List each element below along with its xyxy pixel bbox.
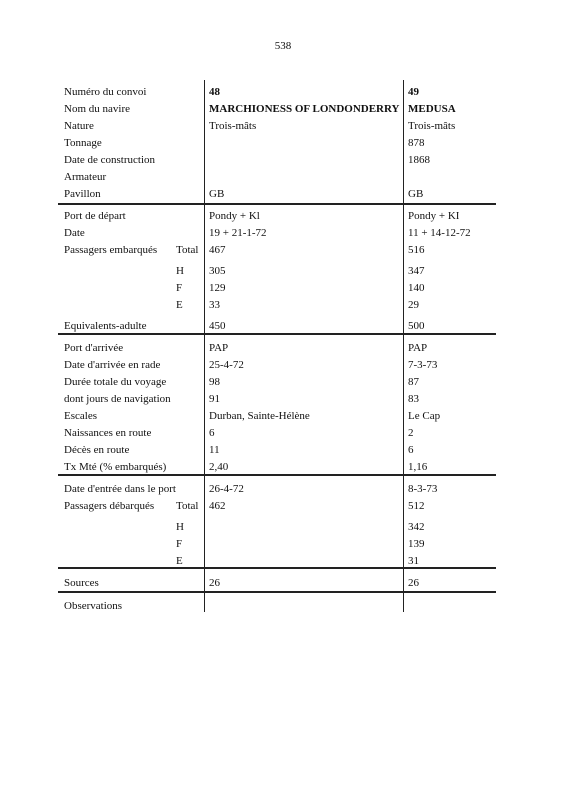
convoy-48-value: 26 [209,577,220,589]
convoy-49-value: 49 [408,86,419,98]
row-sublabel: F [176,282,183,294]
convoy-49-value: 8-3-73 [408,483,438,495]
row-label: Sources [64,577,99,589]
convoy-49-value: 512 [408,500,425,512]
row-label: Date de construction [64,154,156,166]
convoy-48-value: 129 [209,282,226,294]
row-sublabel: H [176,265,184,277]
convoy-49-value: 26 [408,577,419,589]
row-sublabel: E [176,299,183,311]
convoy-49-value: 1,16 [408,461,428,473]
convoy-49-value: Trois-mâts [408,120,456,132]
convoy-49-value: 31 [408,555,419,567]
row-label: Durée totale du voyage [64,376,167,388]
convoy-48-value: 48 [209,86,220,98]
convoy-48-value: 11 [209,444,220,456]
row-label: Tx Mté (% embarqués) [64,461,167,473]
convoy-48-value: 450 [209,320,226,332]
page-number: 538 [274,40,292,52]
convoy-49-value: 11 + 14-12-72 [408,227,471,239]
convoy-48-value: 467 [209,244,226,256]
convoy-49-value: 83 [408,393,419,405]
row-label: Passagers embarqués [64,244,158,256]
convoy-49-value: 878 [408,137,425,149]
convoy-49-value: 2 [408,427,414,439]
row-label: Pavillon [64,188,101,200]
convoy-49-value: 140 [408,282,425,294]
convoy-48-value: Pondy + Kl [209,210,260,222]
row-sublabel: Total [176,244,199,256]
convoy-48-value: 91 [209,393,220,405]
section-divider [58,591,496,593]
convoy-48-value: 305 [209,265,226,277]
convoy-49-value: 7-3-73 [408,359,438,371]
convoy-49-value: 516 [408,244,425,256]
row-label: Naissances en route [64,427,152,439]
convoy-48-value: GB [209,188,225,200]
row-label: Nom du navire [64,103,130,115]
convoy-48-value: 33 [209,299,220,311]
convoy-49-value: Le Cap [408,410,441,422]
column-divider [403,80,404,612]
section-divider [58,567,496,569]
convoy-49-value: 342 [408,521,425,533]
convoy-49-value: 6 [408,444,414,456]
convoy-49-value: 347 [408,265,425,277]
section-divider [58,474,496,476]
convoy-48-value: 462 [209,500,226,512]
convoy-48-value: 6 [209,427,215,439]
convoy-49-value: 29 [408,299,419,311]
convoy-49-value: 500 [408,320,425,332]
row-label: Passagers débarqués [64,500,155,512]
row-label: dont jours de navigation [64,393,171,405]
row-label: Date [64,227,85,239]
row-label: Date d'entrée dans le port [64,483,176,495]
row-label: Nature [64,120,94,132]
row-label: Equivalents-adulte [64,320,147,332]
row-label: Observations [64,600,123,612]
section-divider [58,333,496,335]
convoy-48-value: MARCHIONESS OF LONDONDERRY [209,103,400,115]
row-label: Port d'arrivée [64,342,124,354]
row-sublabel: E [176,555,183,567]
convoy-48-value: 25-4-72 [209,359,244,371]
row-label: Tonnage [64,137,102,149]
row-sublabel: F [176,538,183,550]
section-divider [58,203,496,205]
row-label: Escales [64,410,97,422]
convoy-49-value: PAP [408,342,428,354]
convoy-48-value: Trois-mâts [209,120,257,132]
convoy-48-value: 2,40 [209,461,229,473]
column-divider [204,80,205,612]
convoy-49-value: 139 [408,538,425,550]
convoy-48-value: Durban, Sainte-Hélène [209,410,310,422]
convoy-49-value: MEDUSA [408,103,456,115]
row-label: Date d'arrivée en rade [64,359,161,371]
convoy-49-value: 87 [408,376,419,388]
row-label: Armateur [64,171,107,183]
row-sublabel: H [176,521,184,533]
convoy-48-value: 26-4-72 [209,483,244,495]
convoy-48-value: 98 [209,376,220,388]
convoy-48-value: 19 + 21-1-72 [209,227,267,239]
row-label: Port de départ [64,210,126,222]
row-sublabel: Total [176,500,199,512]
convoy-49-value: Pondy + KI [408,210,460,222]
row-label: Numéro du convoi [64,86,147,98]
convoy-49-value: GB [408,188,424,200]
convoy-48-value: PAP [209,342,229,354]
row-label: Décès en route [64,444,130,456]
convoy-49-value: 1868 [408,154,430,166]
